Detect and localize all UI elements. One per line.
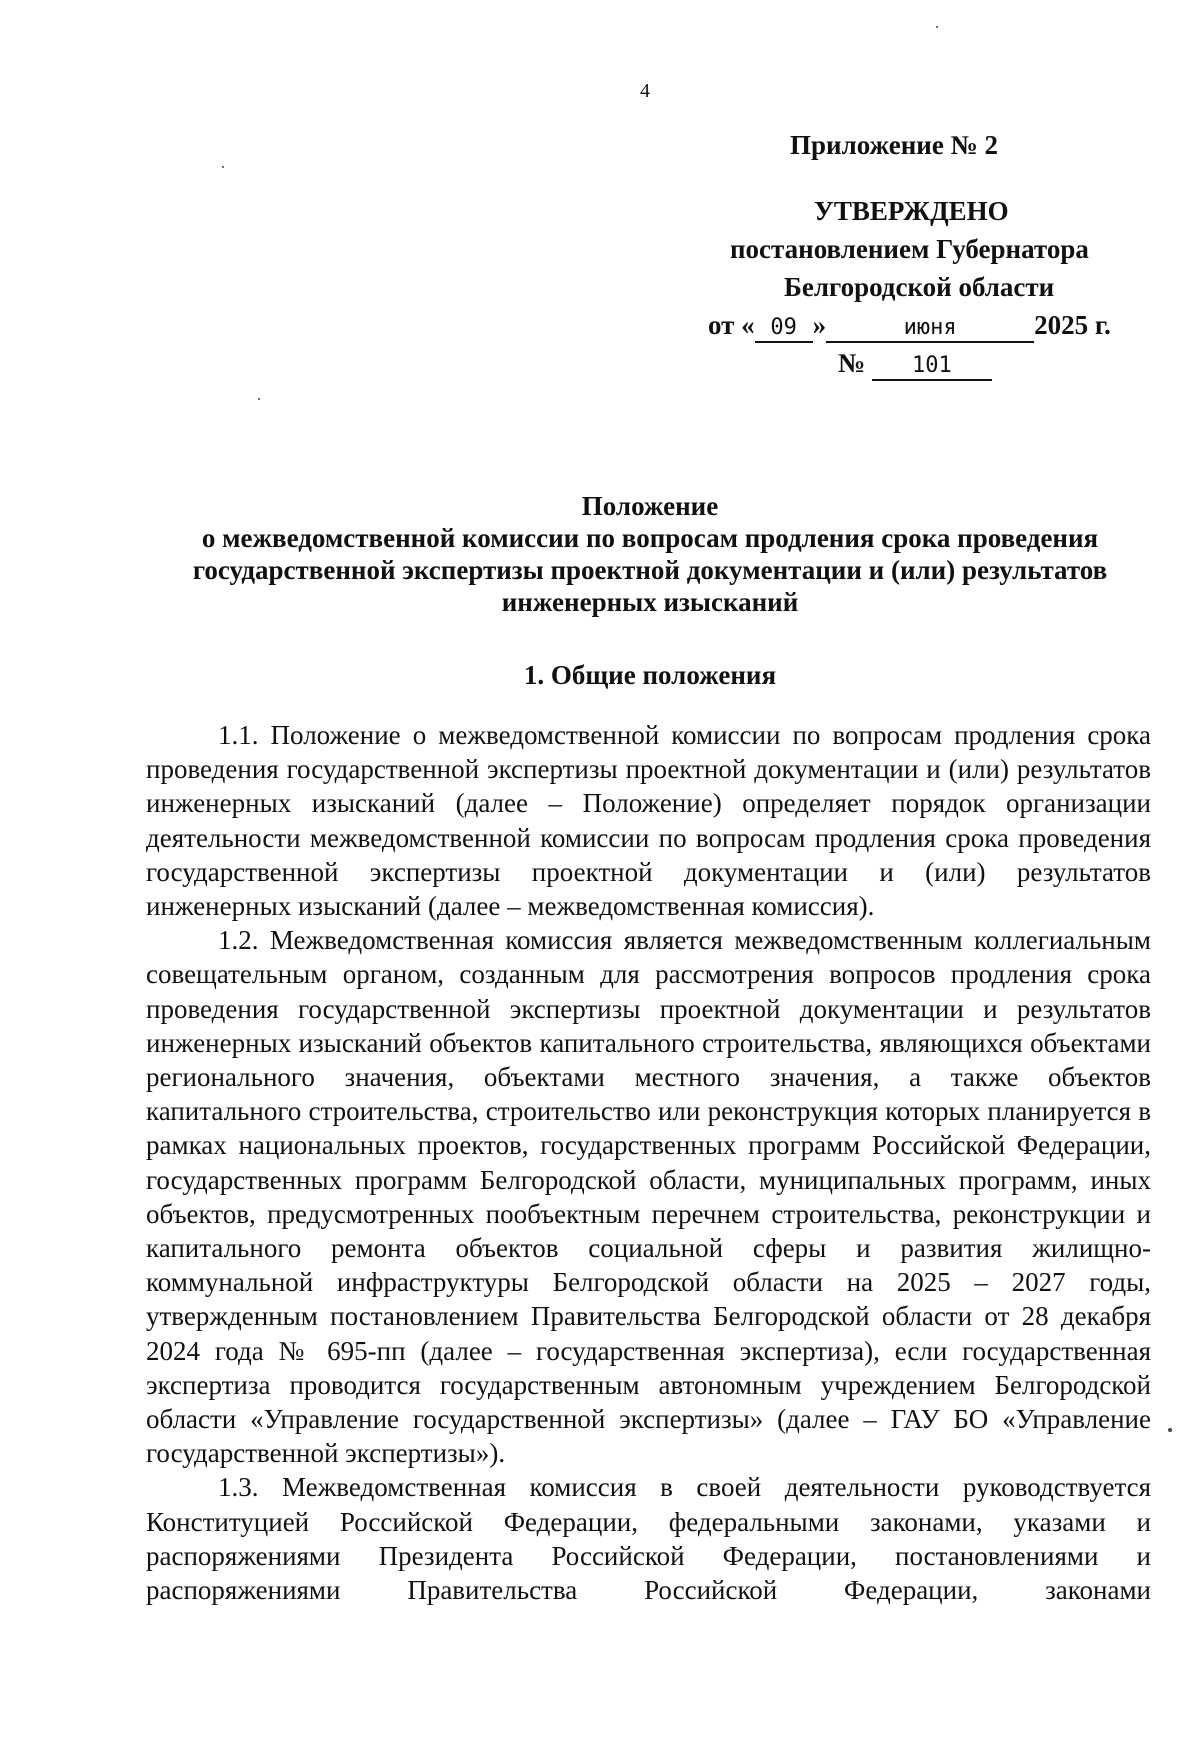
date-mid: » — [812, 310, 827, 340]
date-year: 2025 г. — [1034, 310, 1111, 340]
number-prefix: № — [838, 348, 866, 378]
region-label: Белгородской области — [784, 272, 1055, 302]
approval-date-line — [708, 306, 1111, 344]
document-body — [146, 718, 1151, 1607]
scan-speck — [1168, 1428, 1172, 1432]
approval-number-line — [838, 344, 992, 382]
decree-number-field: 101 — [872, 353, 992, 381]
title-line-2: о межведомственной комиссии по вопросам продления срока проведения — [201, 523, 1099, 553]
decree-label: постановлением Губернатора — [730, 234, 1089, 264]
paragraph-1-2: 1.2. Межведомственная комиссия является межведомственным коллегиальным совещательным органом, созданным для рассмотрения вопросов продления срока проведения государственной экспертизы проектной документации и результатов инженерных изысканий объектов капитального строительства, являющихся объектами регионального значения, объектами местного значения, а также объектов капитального строительства, строительство или реконструкция которых планируется в рамках национальных проектов, государственных программ Российской Федерации, государственных программ Белгородской области, муниципальных программ, иных объектов, предусмотренных пообъектным перечнем строительства, реконструкции и капитального ремонта объектов социальной сферы и развития жилищно-коммунальной инфраструктуры Белгородской области на 2025 – 2027 годы, утвержденным постановлением Правительства Белгородской области от 28 декабря 2024 года № 695-пп (далее – государственная экспертиза), если государственная экспертиза проводится государственным автономным учреждением Белгородской области «Управление государственной экспертизы» (далее – ГАУ БО «Управление государственной экспертизы»). — [146, 925, 1151, 1469]
approved-label: УТВЕРЖДЕНО — [814, 196, 1009, 226]
date-day-field: 09 — [755, 315, 813, 343]
document-title — [140, 490, 1160, 618]
paragraph-1-1: 1.1. Положение о межведомственной комиссии по вопросам продления срока проведения государственной экспертизы проектной документации и (или) результатов инженерных изысканий (далее – Положение) определяет порядок организации деятельности межведомственной комиссии по вопросам продления срока проведения государственной экспертизы проектной документации и (или) результатов инженерных изысканий (далее – межведомственная комиссия). — [146, 720, 1151, 922]
page-number: 4 — [640, 80, 650, 102]
section-heading: 1. Общие положения — [523, 660, 777, 690]
scan-speck — [258, 398, 260, 400]
title-line-3: государственной экспертизы проектной документации и (или) результатов — [192, 555, 1108, 585]
appendix-label: Приложение № 2 — [790, 130, 998, 160]
title-line-4: инженерных изысканий — [501, 587, 799, 617]
date-month-field: июня — [826, 315, 1034, 343]
scan-speck — [222, 166, 224, 168]
date-prefix: от « — [708, 310, 755, 340]
scan-speck — [936, 26, 938, 28]
paragraph-1-3: 1.3. Межведомственная комиссия в своей деятельности руководствуется Конституцией Российской Федерации, федеральными законами, указами и распоряжениями Президента Российской Федерации, постановлениями и распоряжениями Правительства Российской Федерации, законами — [146, 1472, 1151, 1606]
title-line-1: Положение — [581, 491, 719, 521]
